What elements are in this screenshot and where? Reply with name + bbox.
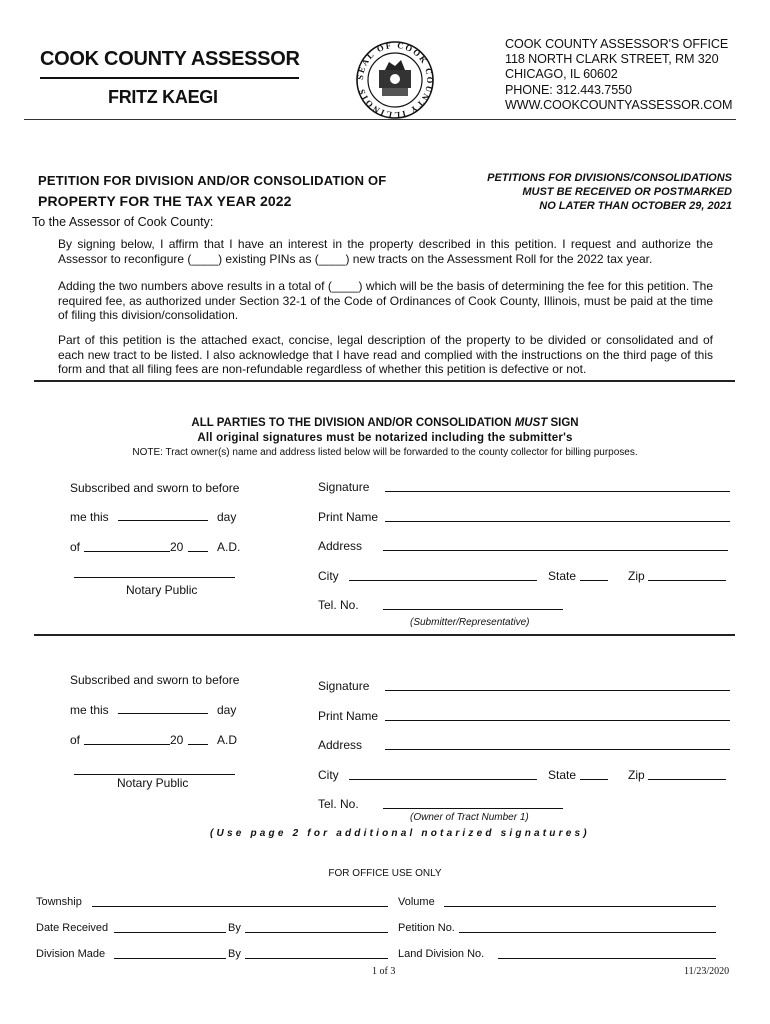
org-title-underline (40, 77, 299, 79)
petition-divider (34, 380, 735, 382)
ad-label: A.D (217, 733, 238, 747)
notary-signature-field[interactable] (74, 774, 235, 775)
tel-label: Tel. No. (318, 598, 359, 612)
me-this-label: me this (70, 510, 109, 524)
print-name-field[interactable] (385, 521, 730, 522)
sworn-label: Subscribed and sworn to before (70, 673, 240, 687)
state-label: State (548, 768, 577, 782)
month-field[interactable] (84, 551, 170, 552)
signature-label: Signature (318, 480, 370, 494)
tel-field[interactable] (383, 808, 563, 809)
deadline-line3: NO LATER THAN OCTOBER 29, 2021 (539, 200, 732, 212)
township-label: Township (36, 896, 82, 908)
address-field[interactable] (383, 550, 728, 551)
me-this-label: me this (70, 703, 109, 717)
land-division-no-label: Land Division No. (398, 948, 485, 960)
page2-note: (Use page 2 for additional notarized signatures) (210, 828, 590, 839)
year-field[interactable] (188, 551, 208, 552)
office-name: COOK COUNTY ASSESSOR'S OFFICE (505, 37, 729, 51)
petition-paragraph-3: Part of this petition is the attached exact, concise, legal description of the property to be divided or consolidated and of each new tract to be listed. I also acknowledge that I have read and complied with the instructions on the third page of this form and that all filing fees are non-refundable regardless of whether this petition is defective or not. (58, 333, 713, 376)
petition-paragraph-1: By signing below, I affirm that I have an interest in the property described in this petition. I request and authorize the Assessor to reconfigure (____) existing PINs as (____) new tracts on the Assessment Roll for the 2022 tax year. (58, 237, 713, 266)
address-label: Address (318, 738, 363, 752)
role-caption: (Submitter/Representative) (410, 617, 530, 628)
svg-text:SEAL OF COOK COUNTY ILLINOIS: SEAL OF COOK COUNTY ILLINOIS (355, 40, 435, 120)
petition-title-line2: PROPERTY FOR THE TAX YEAR 2022 (38, 193, 292, 209)
city-label: City (318, 569, 339, 583)
office-street: 118 NORTH CLARK STREET, RM 320 (505, 52, 719, 67)
notary-signature-field[interactable] (74, 577, 235, 578)
day-label: day (217, 510, 237, 524)
city-field[interactable] (349, 779, 537, 780)
county-seal-icon (355, 40, 435, 120)
day-label: day (217, 703, 237, 717)
official-name: FRITZ KAEGI (108, 87, 218, 107)
office-website[interactable]: WWW.COOKCOUNTYASSESSOR.COM (505, 97, 733, 112)
petition-paragraph-2: Adding the two numbers above results in a total of (____) which will be the basis of determining the fee for this petition. The required fee, as authorized under Section 32-1 of the Code of Ordinances of Cook County, Illinois, must be paid at the time of filing this division/consolidation. (58, 279, 713, 322)
tel-label: Tel. No. (318, 797, 359, 811)
zip-label: Zip (628, 768, 645, 782)
signature-label: Signature (318, 679, 370, 693)
zip-field[interactable] (648, 779, 726, 780)
zip-field[interactable] (648, 580, 726, 581)
notary-label: Notary Public (117, 776, 189, 790)
deadline-notice (487, 171, 732, 213)
zip-label: Zip (628, 569, 645, 583)
land-division-no-field[interactable] (498, 958, 716, 959)
city-field[interactable] (349, 580, 537, 581)
print-name-label: Print Name (318, 709, 379, 723)
day-field[interactable] (118, 713, 208, 714)
by-label-1: By (228, 922, 241, 934)
deadline-line2: MUST BE RECEIVED OR POSTMARKED (522, 186, 732, 198)
signature-field[interactable] (385, 491, 730, 492)
address-field[interactable] (385, 749, 730, 750)
org-title: COOK COUNTY ASSESSOR (40, 48, 300, 70)
header-divider (24, 119, 736, 120)
signing-heading: ALL PARTIES TO THE DIVISION AND/OR CONSOLIDATION MUST SIGN (191, 417, 579, 429)
block-divider (34, 634, 735, 636)
year-prefix: 20 (170, 733, 184, 747)
signature-field[interactable] (385, 690, 730, 691)
date-received-field[interactable] (114, 932, 226, 933)
division-made-field[interactable] (114, 958, 226, 959)
date-received-label: Date Received (36, 922, 109, 934)
city-label: City (318, 768, 339, 782)
address-label: Address (318, 539, 363, 553)
division-made-label: Division Made (36, 948, 106, 960)
state-field[interactable] (580, 779, 608, 780)
office-city: CHICAGO, IL 60602 (505, 67, 618, 82)
volume-label: Volume (398, 896, 435, 908)
year-prefix: 20 (170, 540, 184, 554)
of-label: of (70, 540, 81, 554)
day-field[interactable] (118, 520, 208, 521)
ad-label: A.D. (217, 540, 241, 554)
volume-field[interactable] (444, 906, 716, 907)
petition-no-label: Petition No. (398, 922, 455, 934)
sworn-label: Subscribed and sworn to before (70, 481, 240, 495)
print-name-label: Print Name (318, 510, 379, 524)
office-address-block (505, 37, 732, 113)
signing-subheading: All original signatures must be notarized including the submitter's (197, 432, 573, 444)
notary-label: Notary Public (126, 583, 198, 597)
by-label-2: By (228, 948, 241, 960)
role-caption: (Owner of Tract Number 1) (410, 812, 529, 823)
state-label: State (548, 569, 577, 583)
by-field-1[interactable] (245, 932, 388, 933)
office-phone: PHONE: 312.443.7550 (505, 82, 632, 97)
of-label: of (70, 733, 81, 747)
state-field[interactable] (580, 580, 608, 581)
deadline-line1: PETITIONS FOR DIVISIONS/CONSOLIDATIONS (487, 172, 732, 184)
petition-no-field[interactable] (459, 932, 716, 933)
office-use-heading: FOR OFFICE USE ONLY (328, 868, 442, 879)
signing-note: NOTE: Tract owner(s) name and address listed below will be forwarded to the county collector for billing purposes. (132, 447, 638, 458)
township-field[interactable] (92, 906, 388, 907)
page-number: 1 of 3 (372, 966, 396, 977)
print-name-field[interactable] (385, 720, 730, 721)
revision-date: 11/23/2020 (684, 966, 730, 977)
month-field[interactable] (84, 744, 170, 745)
addressee: To the Assessor of Cook County: (32, 215, 214, 229)
year-field[interactable] (188, 744, 208, 745)
petition-title-line1: PETITION FOR DIVISION AND/OR CONSOLIDATION OF (38, 173, 387, 188)
tel-field[interactable] (383, 609, 563, 610)
by-field-2[interactable] (245, 958, 388, 959)
